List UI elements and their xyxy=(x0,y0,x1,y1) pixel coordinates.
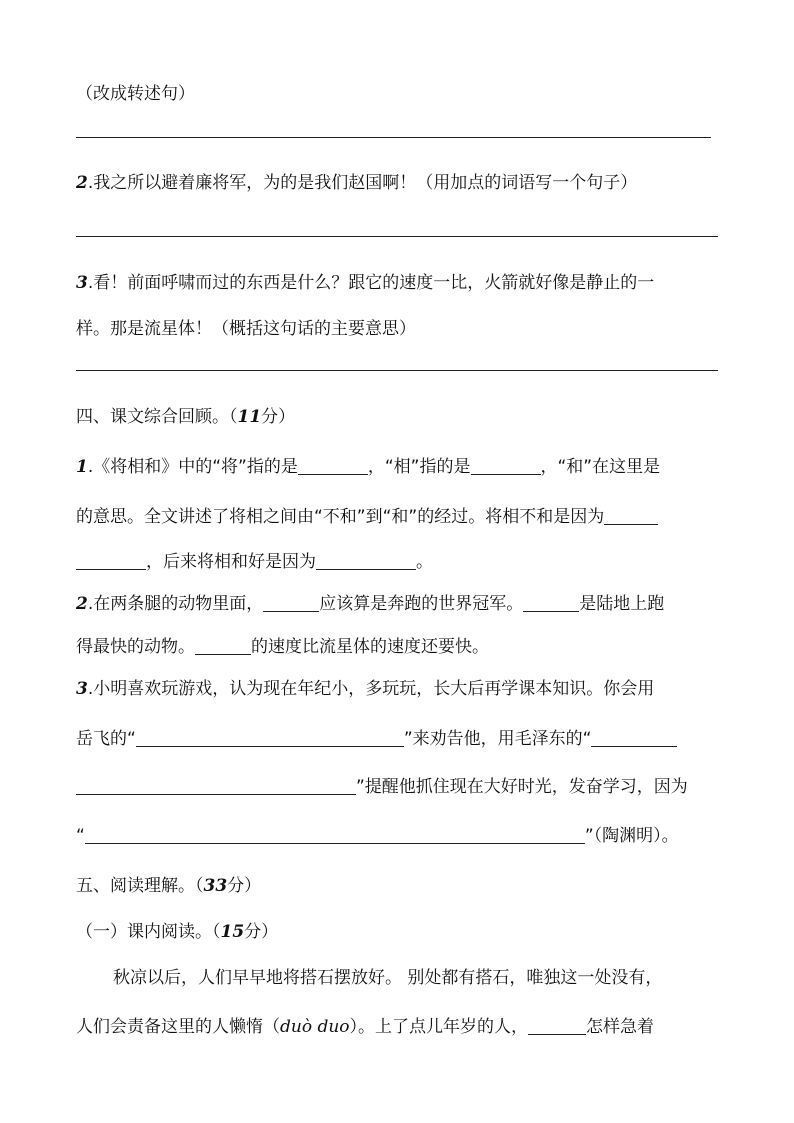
passage-line-1: 秋凉以后，人们早早地将搭石摆放好。 别处都有搭石，唯独这一处没有， xyxy=(113,968,663,988)
s4-question-3 xyxy=(76,674,654,699)
section-score: 33 xyxy=(203,876,228,896)
question-text: .我之所以避着廉将军，为的是我们赵国啊！（用加点的词语写一个句子） xyxy=(87,173,638,193)
blank-field[interactable] xyxy=(85,825,585,844)
blank-field[interactable] xyxy=(76,551,146,570)
text: ”（陶渊明）。 xyxy=(584,826,679,846)
question-3-cont: 样。那是流星体！（概括这句话的主要意思） xyxy=(76,319,416,339)
answer-line[interactable] xyxy=(76,370,718,371)
text: 是陆地上跑 xyxy=(579,594,665,614)
subsection-1-title xyxy=(76,917,278,942)
s4-question-2 xyxy=(76,589,664,614)
blank-field[interactable] xyxy=(263,593,319,612)
question-number: 3 xyxy=(76,273,88,293)
score-unit: 分） xyxy=(261,407,296,427)
question-number: 2 xyxy=(76,173,88,193)
blank-field[interactable] xyxy=(76,776,356,795)
text: ”来劝告他，用毛泽东的“ xyxy=(403,729,592,749)
text: .在两条腿的动物里面， xyxy=(87,594,264,614)
text: ，“和”在这里是 xyxy=(540,457,661,477)
blank-field[interactable] xyxy=(604,506,658,525)
question-text: .看！前面呼啸而过的东西是什么？跟它的速度一比，火箭就好像是静止的一 xyxy=(87,273,655,293)
score-unit: 分） xyxy=(227,876,262,896)
s4-question-1 xyxy=(76,452,660,477)
section-title: 五、阅读理解。（ xyxy=(76,876,204,896)
blank-field[interactable] xyxy=(195,636,251,655)
score-unit: 分） xyxy=(244,922,279,942)
blank-field[interactable] xyxy=(136,728,404,747)
text: 人们会责备这里的人懒惰（ xyxy=(76,1017,280,1037)
pinyin: duò duo xyxy=(280,1017,350,1037)
answer-line[interactable] xyxy=(76,236,718,237)
question-number: 2 xyxy=(76,594,88,614)
s4-question-3-cont2 xyxy=(76,772,688,797)
text: 的意思。全文讲述了将相之间由“不和”到“和”的经过。将相不和是因为 xyxy=(76,507,605,527)
text: 岳飞的“ xyxy=(76,729,136,749)
s4-question-1-cont2 xyxy=(76,547,433,572)
subsection-title: （一）课内阅读。（ xyxy=(76,922,221,942)
question-number: 1 xyxy=(76,457,88,477)
section-score: 11 xyxy=(237,407,262,427)
s4-question-2-cont xyxy=(76,632,489,657)
text: .小明喜欢玩游戏，认为现在年纪小，多玩玩，长大后再学课本知识。你会用 xyxy=(87,679,655,699)
blank-field[interactable] xyxy=(528,1016,586,1035)
passage-line-2 xyxy=(76,1012,654,1037)
blank-field[interactable] xyxy=(316,551,416,570)
section-score: 15 xyxy=(220,922,245,942)
blank-field[interactable] xyxy=(523,593,579,612)
text: 得最快的动物。 xyxy=(76,637,195,657)
text: .《将相和》中的“将”指的是 xyxy=(87,457,298,477)
text: 应该算是奔跑的世界冠军。 xyxy=(319,594,524,614)
answer-line[interactable] xyxy=(76,137,711,138)
text: 怎样急着 xyxy=(586,1017,655,1037)
question-number: 3 xyxy=(76,679,88,699)
section-4-title xyxy=(76,402,295,427)
section-title: 四、课文综合回顾。（ xyxy=(76,407,238,427)
blank-field[interactable] xyxy=(471,456,541,475)
section-5-title xyxy=(76,871,261,896)
text: 的速度比流星体的速度还要快。 xyxy=(251,637,489,657)
instruction-change-to-indirect: （改成转述句） xyxy=(76,84,195,104)
s4-question-1-cont xyxy=(76,502,658,527)
s4-question-3-cont3 xyxy=(76,821,679,846)
text: ，后来将相和好是因为 xyxy=(146,552,316,572)
blank-field[interactable] xyxy=(298,456,368,475)
text: ”提醒他抓住现在大好时光，发奋学习，因为 xyxy=(356,777,688,797)
text: “ xyxy=(76,826,85,846)
text: ，“相”指的是 xyxy=(367,457,471,477)
s4-question-3-cont xyxy=(76,724,677,749)
question-3 xyxy=(76,268,654,293)
text: ）。上了点儿年岁的人， xyxy=(349,1017,529,1037)
question-2 xyxy=(76,168,637,193)
text: 。 xyxy=(416,552,433,572)
blank-field[interactable] xyxy=(591,728,677,747)
